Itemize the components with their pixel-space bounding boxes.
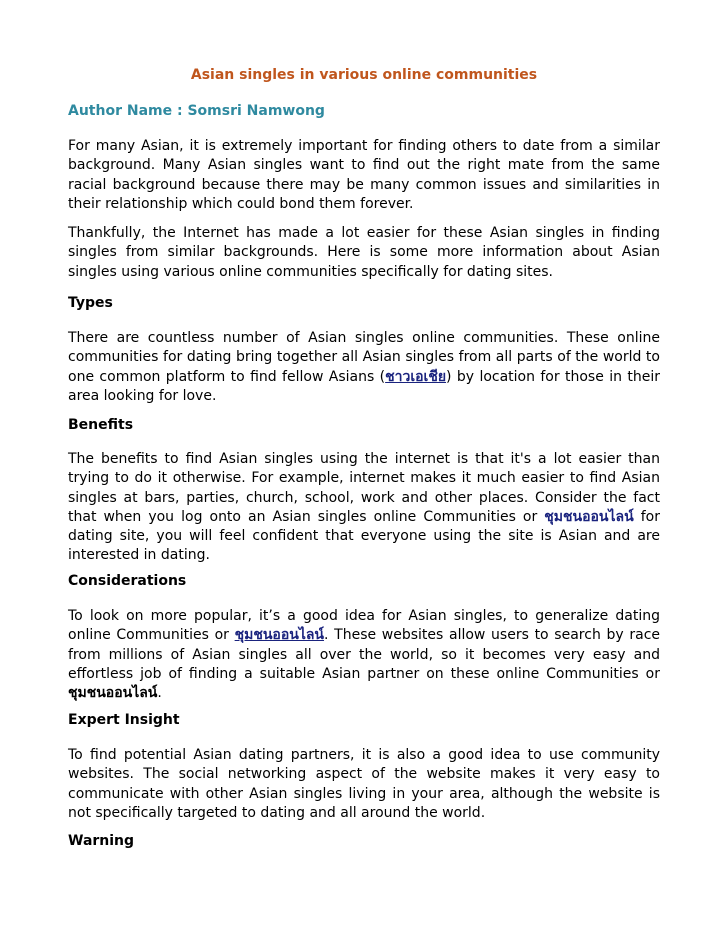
types-paragraph: [68, 329, 660, 406]
document-title: Asian singles in various online communities: [190, 67, 538, 83]
heading-types: Types: [68, 295, 113, 311]
heading-warning: Warning: [68, 833, 135, 849]
considerations-text-a: To look on more popular, it’s a good idea for Asian singles, to generalize dating online Communities or: [68, 608, 660, 644]
benefits-paragraph: [68, 450, 660, 566]
considerations-paragraph: [68, 607, 660, 703]
heading-considerations: Considerations: [68, 573, 187, 589]
types-text-a: There are countless number of Asian singles online communities. These online communities for dating bring together all Asian singles from all parts of the world to one common platform to find fellow Asians (: [68, 330, 660, 385]
expert-insight-paragraph: To find potential Asian dating partners, it is also a good idea to use community websites. The social networking aspect of the website makes it very easy to communicate with other Asian singles living in your area, although the website is not specifically targeted to dating and all around the world.: [68, 747, 660, 821]
thai-link-asians[interactable]: ชาวเอเชีย: [385, 368, 447, 385]
thai-link-communities-2[interactable]: ชุมชนออนไลน์: [234, 627, 325, 644]
thai-text-communities: ชุมชนออนไลน์: [68, 685, 158, 702]
considerations-text-c: .: [157, 685, 162, 702]
benefits-text-a: The benefits to find Asian singles using the internet is that it's a lot easier than trying to do it otherwise. For example, internet makes it much easier to find Asian singles at bars, parties, church, school, work and other places. Consider the fact that when you log onto an Asian singles online Communities or: [68, 451, 660, 525]
heading-benefits: Benefits: [68, 417, 134, 433]
heading-expert-insight: Expert Insight: [68, 712, 180, 728]
considerations-text-b: . These websites allow users to search by race from millions of Asian singles all over the world, so it becomes very easy and effortless job of finding a suitable Asian partner on these online Communities or: [68, 627, 660, 682]
intro-paragraph-2: Thankfully, the Internet has made a lot easier for these Asian singles in finding singles from similar backgrounds. Here is some more information about Asian singles using various online communities specifically for dating sites.: [68, 225, 660, 280]
types-text-b: ) by location for those in their area looking for love.: [68, 368, 660, 404]
thai-link-communities-1[interactable]: ชุมชนออนไลน์: [544, 508, 634, 525]
intro-paragraph-1: For many Asian, it is extremely important for finding others to date from a similar background. Many Asian singles want to find out the right mate from the same racial background because there may be many common issues and similarities in their relationship which could bond them forever.: [68, 138, 660, 212]
author-line: Author Name : Somsri Namwong: [68, 103, 325, 119]
benefits-text-b: for dating site, you will feel confident that everyone using the site is Asian and are interested in dating.: [68, 508, 660, 564]
